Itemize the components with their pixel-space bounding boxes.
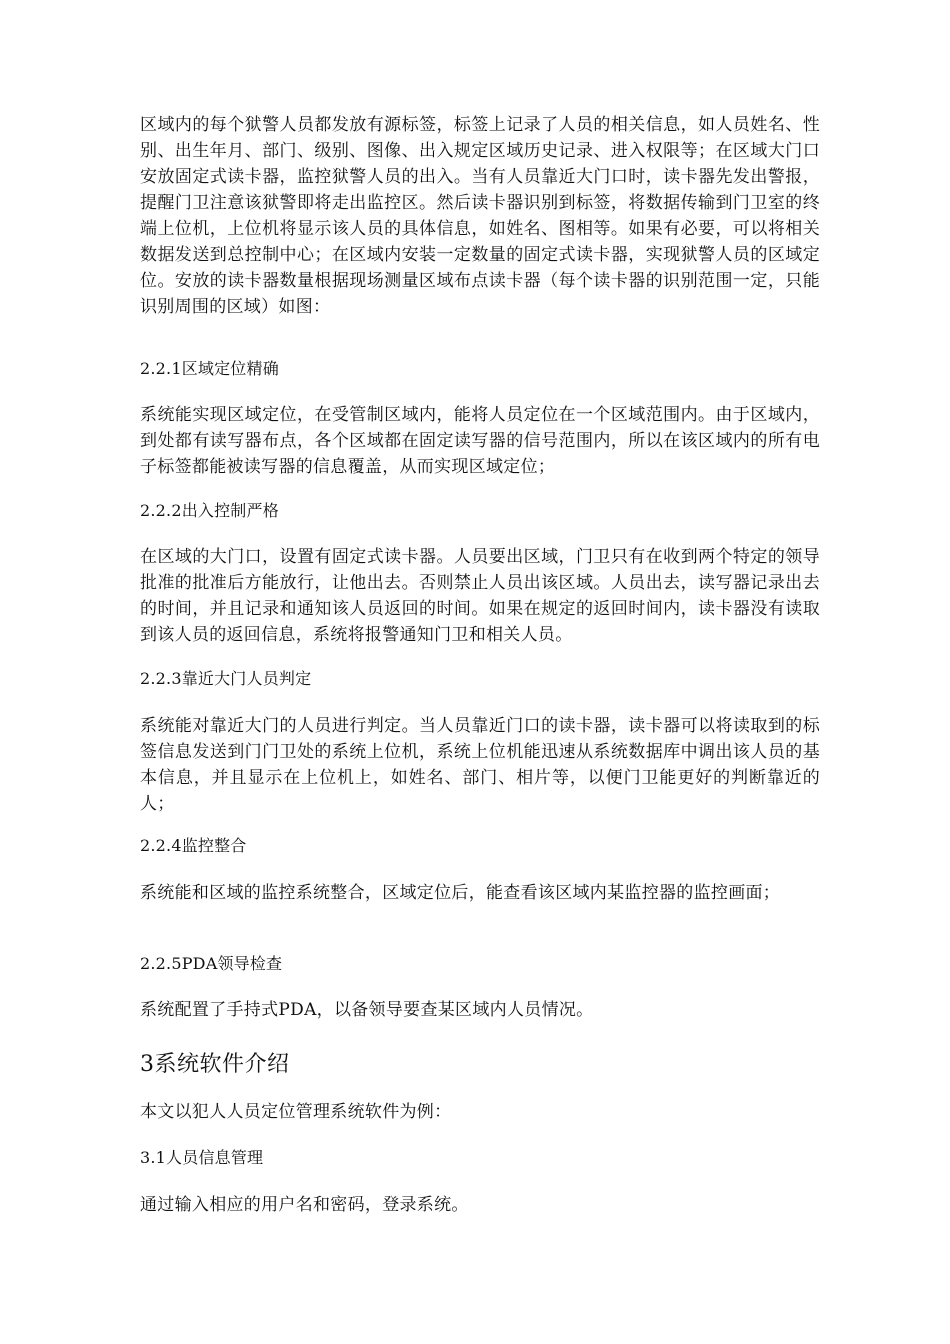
section-heading-2-2-4: 2.2.4监控整合 <box>140 836 247 855</box>
section-heading-2-2-5: 2.2.5PDA领导检查 <box>140 954 283 973</box>
paragraph-2-2-3: 系统能对靠近大门的人员进行判定。当人员靠近门口的读卡器，读卡器可以将读取到的标签信息发送到门门卫处的系统上位机，系统上位机能迅速从系统数据库中调出该人员的基本信息，并且显示在上位机上，如姓名、部门、相片等，以便门卫能更好的判断靠近的人； <box>140 716 820 814</box>
paragraph-3: 本文以犯人人员定位管理系统软件为例： <box>140 1102 452 1122</box>
intro-paragraph: 区域内的每个狱警人员都发放有源标签，标签上记录了人员的相关信息，如人员姓名、性别、出生年月、部门、级别、图像、出入规定区域历史记录、进入权限等；在区域大门口安放固定式读卡器，监控狱警人员的出入。当有人员靠近大门口时，读卡器先发出警报，提醒门卫注意该狱警即将走出监控区。然后读卡器识别到标签，将数据传输到门卫室的终端上位机，上位机将显示该人员的具体信息，如姓名、图相等。如果有必要，可以将相关数据发送到总控制中心；在区域内安装一定数量的固定式读卡器，实现狱警人员的区域定位。安放的读卡器数量根据现场测量区域布点读卡器（每个读卡器的识别范围一定，只能识别周围的区域）如图： <box>140 115 820 317</box>
section-heading-3-1: 3.1人员信息管理 <box>140 1148 264 1167</box>
section-heading-2-2-2: 2.2.2出入控制严格 <box>140 501 279 520</box>
chapter-heading-3: 3系统软件介绍 <box>140 1052 290 1077</box>
section-heading-2-2-1: 2.2.1区域定位精确 <box>140 359 279 378</box>
paragraph-2-2-5: 系统配置了手持式PDA，以备领导要查某区域内人员情况。 <box>140 1000 594 1020</box>
paragraph-2-2-1: 系统能实现区域定位，在受管制区域内，能将人员定位在一个区域范围内。由于区域内，到处都有读写器布点，各个区域都在固定读写器的信号范围内，所以在该区域内的所有电子标签都能被读写器的信息覆盖，从而实现区域定位； <box>140 405 820 477</box>
section-heading-2-2-3: 2.2.3靠近大门人员判定 <box>140 669 312 688</box>
paragraph-2-2-2: 在区域的大门口，设置有固定式读卡器。人员要出区域，门卫只有在收到两个特定的领导批准的批准后方能放行，让他出去。否则禁止人员出该区域。人员出去，读写器记录出去的时间，并且记录和通知该人员返回的时间。如果在规定的返回时间内，读卡器没有读取到该人员的返回信息，系统将报警通知门卫和相关人员。 <box>140 547 820 645</box>
paragraph-3-1: 通过输入相应的用户名和密码，登录系统。 <box>140 1195 469 1215</box>
paragraph-2-2-4: 系统能和区域的监控系统整合，区域定位后，能查看该区域内某监控器的监控画面； <box>140 883 781 903</box>
